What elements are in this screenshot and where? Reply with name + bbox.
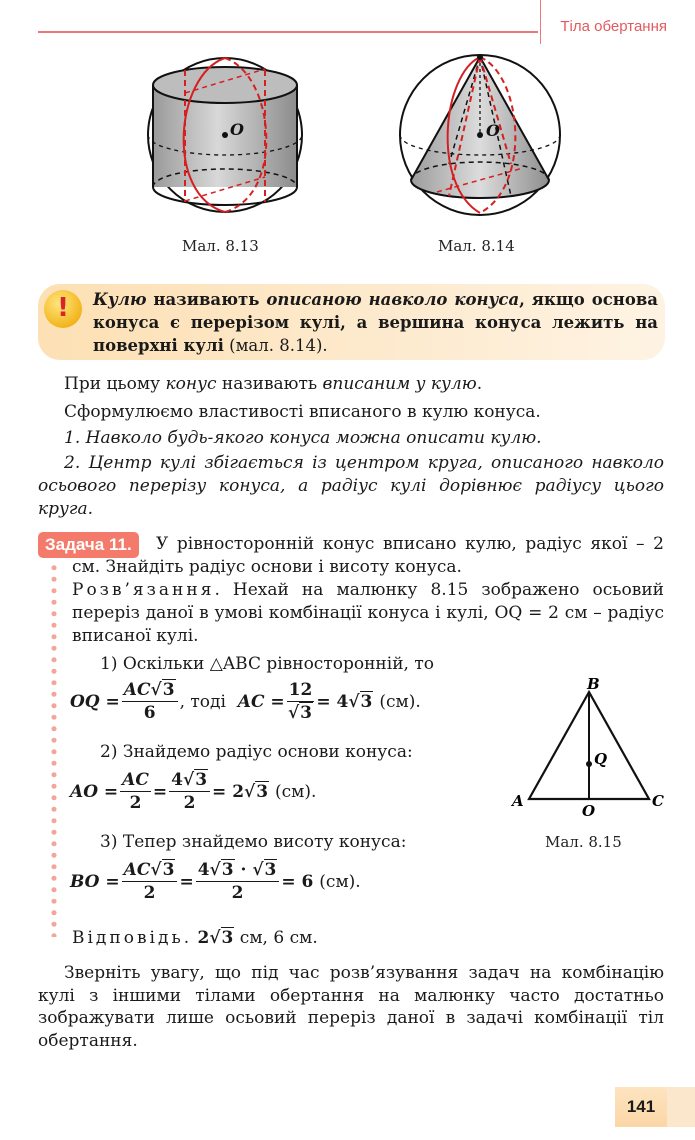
step-3: 3) Тепер знайдемо висоту конуса: — [100, 832, 407, 852]
formula-oq: OQ = $\frac{AC√3}{6}$ , тоді AC = $\frac{12}{√3}$ = 4 √ 3 (см). — [70, 680, 421, 723]
paragraph-properties: Сформулюємо властивості вписаного в кулю конуса. — [64, 402, 541, 422]
property-2: 2. Центр кулі збігається із центром круга, описаного навколо осьового перерізу конуса, а радіус кулі дорівнює радіусу цього круга. — [38, 453, 664, 519]
section-title: Тіла обертання — [560, 18, 667, 35]
definition-text: Кулю називають описаною навколо конуса, якщо основа конуса є перерізом кулі, а вершина конуса лежить на поверхні кулі (мал. 8.14). — [93, 290, 658, 355]
svg-text:B: B — [587, 675, 600, 693]
page-number-strip — [667, 1087, 695, 1127]
center-label: O — [230, 120, 244, 139]
closing-paragraph: Зверніть увагу, що під час розв’язування задач на комбінацію кулі з іншими тілами обертання на малюнку часто достатньо зображувати лише осьовий переріз даної в задачі комбінації тіл обертання. — [38, 963, 664, 1051]
answer-line: Відповідь. 2√3 см, 6 см. — [72, 928, 318, 948]
exclamation-icon: ! — [44, 290, 82, 328]
figure-8-15 — [505, 672, 675, 817]
center-point — [222, 132, 228, 138]
header-rule — [38, 31, 538, 33]
cylinder-top — [153, 67, 297, 103]
svg-text:A: A — [512, 792, 524, 810]
figure-8-13 — [145, 55, 305, 220]
solution-intro: Розв’язання. Нехай на малюнку 8.15 зображено осьовий переріз даної в умові комбінації конуса і кулі, OQ = 2 см – радіус вписаної кулі. — [72, 580, 664, 646]
caption-8-13: Мал. 8.13 — [182, 237, 259, 255]
step-2: 2) Знайдемо радіус основи конуса: — [100, 742, 413, 762]
task-statement: У рівносторонній конус вписано кулю, радіус якої – 2 см. Знайдіть радіус основи і висоту конуса. — [72, 534, 664, 577]
point-q — [586, 761, 592, 767]
property-1: 1. Навколо будь-якого конуса можна описати кулю. — [64, 428, 542, 448]
cone-body — [411, 57, 549, 198]
header-divider — [540, 0, 541, 44]
svg-text:O: O — [582, 802, 596, 817]
center-point — [477, 132, 483, 138]
task-label: Задача 11. — [38, 532, 139, 558]
caption-8-15: Мал. 8.15 — [545, 833, 622, 851]
svg-text:C: C — [652, 792, 664, 810]
center-label: O — [486, 121, 500, 140]
figure-8-14 — [397, 50, 567, 220]
caption-8-14: Мал. 8.14 — [438, 237, 515, 255]
page-number: 141 — [615, 1087, 667, 1127]
dotted-margin — [50, 562, 58, 937]
formula-ao: AO = $\frac{AC}{2}$ = $\frac{4√3}{2}$ = 2 √ 3 (см). — [70, 770, 317, 813]
paragraph-inscribed: При цьому конус називають вписаним у кулю. — [64, 374, 483, 394]
step-1: 1) Оскільки △ABC рівносторонній, то — [100, 654, 434, 674]
formula-bo: BO = $\frac{AC√3}{2}$ = $\frac{4√3 \cdot √3}{2}$ = 6 (см). — [70, 860, 361, 903]
svg-text:Q: Q — [594, 750, 608, 768]
